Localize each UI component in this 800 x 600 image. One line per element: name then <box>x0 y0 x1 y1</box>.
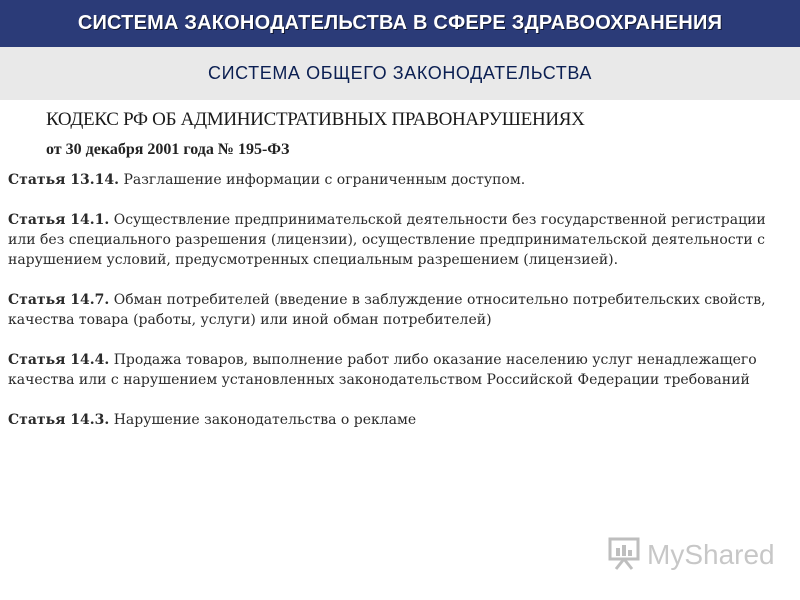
article-text: Нарушение законодательства о рекламе <box>109 412 417 428</box>
code-title: КОДЕКС РФ ОБ АДМИНИСТРАТИВНЫХ ПРАВОНАРУШЕНИЯХ <box>46 109 585 130</box>
article-number: Статья 14.7. <box>8 292 110 308</box>
article-item <box>8 350 788 390</box>
article-text: Разглашение информации с ограниченным доступом. <box>119 172 526 188</box>
subheader-bar <box>0 47 800 100</box>
article-item <box>8 410 788 430</box>
header-bar <box>0 0 800 47</box>
watermark-text: MyShared <box>647 539 775 570</box>
article-text: Обман потребителей (введение в заблуждение относительно потребительских свойств, качества товара (работы, услуги) или иной обман потребителей) <box>8 292 766 328</box>
presentation-board-icon <box>607 536 643 574</box>
section-title: СИСТЕМА ОБЩЕГО ЗАКОНОДАТЕЛЬСТВА <box>208 63 592 83</box>
article-list <box>8 170 788 450</box>
article-text: Осуществление предпринимательской деятельности без государственной регистрации или без специального разрешения (лицензии), осуществление предпринимательской деятельности с нарушением условий, предусмотренных специальным разрешением (лицензией). <box>8 212 766 268</box>
article-number: Статья 13.14. <box>8 172 119 188</box>
article-number: Статья 14.4. <box>8 352 110 368</box>
page-title: СИСТЕМА ЗАКОНОДАТЕЛЬСТВА В СФЕРЕ ЗДРАВООХРАНЕНИЯ <box>77 12 723 34</box>
article-item <box>8 290 788 330</box>
article-item <box>8 170 788 190</box>
article-number: Статья 14.1. <box>8 212 110 228</box>
code-heading <box>46 107 786 161</box>
article-number: Статья 14.3. <box>8 412 110 428</box>
article-text: Продажа товаров, выполнение работ либо оказание населению услуг ненадлежащего качества или с нарушением установленных законодательством Российской Федерации требований <box>8 352 757 388</box>
watermark-logo <box>607 536 775 574</box>
code-date: от 30 декабря 2001 года № 195-ФЗ <box>46 141 290 158</box>
article-item <box>8 210 788 270</box>
